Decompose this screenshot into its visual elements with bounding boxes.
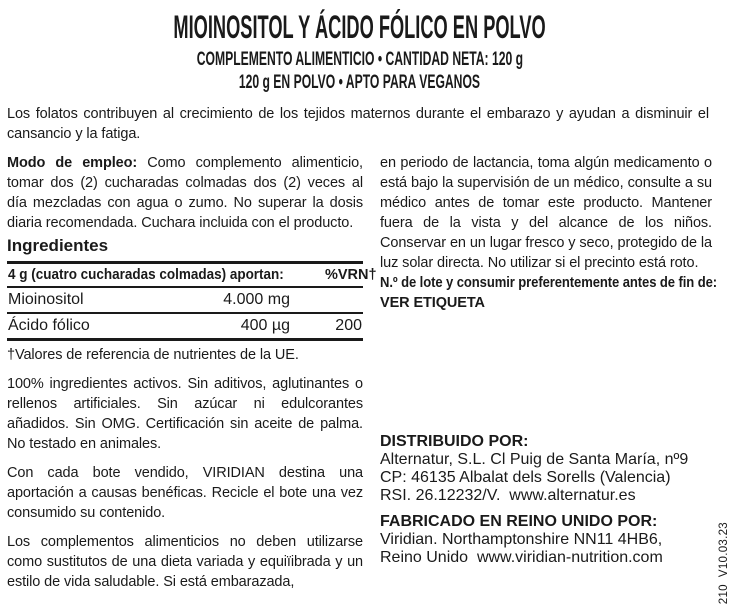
health-claim-text: Los folatos contribuyen al crecimiento de los tejidos maternos durante el embarazo y ayudan a disminuir el cansancio y la fatiga. — [7, 106, 709, 142]
table-row — [7, 288, 363, 312]
nutrition-header-row — [7, 264, 377, 288]
manufacturer-heading: FABRICADO EN REINO UNIDO POR: — [380, 513, 658, 530]
warning-paragraph: en periodo de lactancia, toma algún medicamento o está bajo la supervisión de un médico, consulte a su médico antes de tomar este producto. Mantener fuera de la vista y del alcance de los niños. Conservar en un lugar fresco y seco, protegido de la luz solar directa. No utilizar si el precinto está roto. — [380, 155, 712, 271]
vrn-footnote: †Valores de referencia de nutrientes de la UE. — [7, 347, 299, 363]
label-header — [7, 9, 712, 95]
left-column — [7, 153, 377, 592]
manufacturer-contact-line: Reino Unido www.viridian-nutrition.com — [380, 549, 663, 566]
lot-value: VER ETIQUETA — [380, 295, 485, 311]
two-column-body — [7, 153, 718, 592]
product-title-line — [7, 9, 712, 49]
purity-paragraph: 100% ingredientes activos. Sin aditivos, aglutinantes o rellenos artificiales. Sin azúcar ni edulcorantes añadidos. Sin OMG. Certificación sin aceite de palma. No testado en animales. — [7, 376, 363, 452]
nutrient-name: Ácido fólico — [8, 317, 90, 334]
vrn-header: %VRN† — [324, 267, 377, 283]
subtitle-line-1 — [7, 49, 712, 72]
subtitle-vegan: 120 g EN POLVO • APTO PARA VEGANOS — [238, 72, 481, 93]
subtitle-net-quantity: COMPLEMENTO ALIMENTICIO • CANTIDAD NETA: 120 g — [196, 49, 523, 70]
manufacturer-block — [380, 513, 712, 567]
batch-version-code: 210 V10.03.23 — [718, 521, 730, 604]
disclaimer-paragraph: Los complementos alimenticios no deben utilizarse como sustitutos de una dieta variada y equiïibrada y un estilo de vida saludable. Si está embarazada, — [7, 534, 363, 590]
lot-label: N.º de lote y consumir preferentemente antes de fin de: — [380, 275, 718, 291]
distributor-contact-line: RSI. 26.12232/V. www.alternatur.es — [380, 487, 636, 504]
charity-paragraph: Con cada bote vendido, VIRIDIAN destina una aportación a causas benéficas. Recicle el bote una vez consumido su contenido. — [7, 465, 363, 521]
distributor-block — [380, 433, 712, 505]
usage-paragraph — [7, 153, 363, 233]
lot-block — [380, 273, 718, 313]
ingredients-heading: Ingredientes — [7, 236, 109, 255]
distributor-address-line: Alternatur, S.L. Cl Puig de Santa María, nº9 — [380, 451, 689, 468]
product-title: MIOINOSITOL Y ÁCIDO FÓLICO EN POLVO — [173, 9, 546, 45]
usage-text: Como complemento alimenticio, tomar dos (2) cucharadas colmadas dos (2) veces al día mezcladas con agua o zumo. No superar la dosis diaria recomendada. Cuchara incluida con el producto. — [7, 155, 363, 231]
nutrient-amount: 4.000 mg — [223, 291, 290, 308]
nutrient-name: Mioinositol — [8, 291, 84, 308]
serving-header-text: 4 g (cuatro cucharadas colmadas) aportan: — [8, 267, 284, 283]
nutrient-vrn: 200 — [335, 317, 362, 334]
nutrient-amount: 400 µg — [240, 317, 290, 334]
table-row — [7, 312, 363, 338]
serving-header — [8, 267, 305, 283]
distributor-heading: DISTRIBUIDO POR: — [380, 433, 529, 450]
nutrition-table — [7, 261, 377, 341]
distributor-address-line: CP: 46135 Albalat dels Sorells (Valencia) — [380, 469, 671, 486]
right-column — [380, 153, 718, 592]
manufacturer-address-line: Viridian. Northamptonshire NN11 4HB6, — [380, 531, 663, 548]
subtitle-line-2 — [7, 72, 712, 95]
usage-label: Modo de empleo: — [7, 155, 138, 171]
